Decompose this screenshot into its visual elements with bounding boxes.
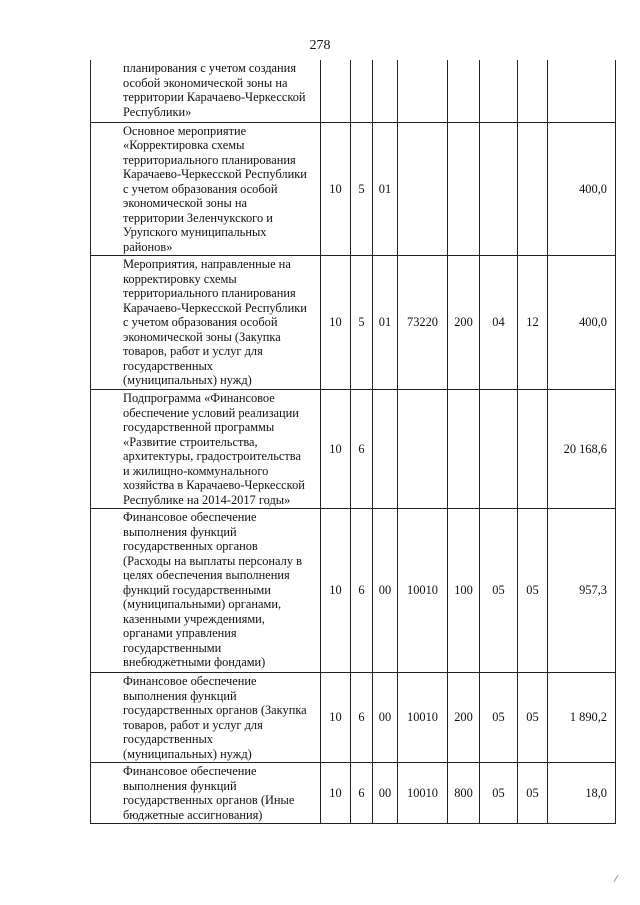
cell-sum: 957,3 bbox=[548, 509, 616, 673]
cell-sum bbox=[548, 60, 616, 122]
row-description: Финансовое обеспечение выполнения функций государственных органов (Расходы на выплаты персоналу в целях обеспечения выполнения функций государственными (муниципальными) органами, казенными учреждениями, органами управления государственными внебюджетными фондами) bbox=[91, 509, 321, 673]
cell-c5 bbox=[448, 122, 480, 256]
cell-sum: 20 168,6 bbox=[548, 390, 616, 509]
cell-sum: 400,0 bbox=[548, 122, 616, 256]
table-row bbox=[91, 122, 616, 256]
cell-c7 bbox=[518, 122, 548, 256]
cell-c7 bbox=[518, 60, 548, 122]
scan-mark bbox=[614, 875, 619, 882]
cell-c5: 800 bbox=[448, 763, 480, 824]
cell-c1: 10 bbox=[321, 256, 351, 390]
cell-c4: 10010 bbox=[398, 763, 448, 824]
cell-sum: 1 890,2 bbox=[548, 673, 616, 763]
table-row bbox=[91, 390, 616, 509]
cell-c2 bbox=[351, 60, 373, 122]
cell-c5 bbox=[448, 390, 480, 509]
row-description: планирования с учетом создания особой экономической зоны на территории Карачаево-Черкесской Республики» bbox=[91, 60, 321, 122]
cell-c6: 05 bbox=[480, 673, 518, 763]
cell-c6 bbox=[480, 122, 518, 256]
cell-c3 bbox=[373, 390, 398, 509]
cell-c6 bbox=[480, 390, 518, 509]
table-row bbox=[91, 256, 616, 390]
cell-c5: 200 bbox=[448, 673, 480, 763]
cell-c2: 6 bbox=[351, 509, 373, 673]
row-description: Подпрограмма «Финансовое обеспечение условий реализации государственной программы «Развитие строительства, архитектуры, градостроительства и жилищно-коммунального хозяйства в Карачаево-Черкесской Республике на 2014-2017 годы» bbox=[91, 390, 321, 509]
cell-c7: 05 bbox=[518, 509, 548, 673]
cell-c3 bbox=[373, 60, 398, 122]
cell-c7 bbox=[518, 390, 548, 509]
cell-c4 bbox=[398, 122, 448, 256]
cell-c4 bbox=[398, 390, 448, 509]
cell-c5: 100 bbox=[448, 509, 480, 673]
cell-c5 bbox=[448, 60, 480, 122]
cell-c4: 10010 bbox=[398, 673, 448, 763]
table-row bbox=[91, 673, 616, 763]
cell-c2: 6 bbox=[351, 673, 373, 763]
table-row bbox=[91, 763, 616, 824]
cell-c3: 00 bbox=[373, 509, 398, 673]
cell-c2: 5 bbox=[351, 256, 373, 390]
cell-c4: 73220 bbox=[398, 256, 448, 390]
cell-sum: 18,0 bbox=[548, 763, 616, 824]
cell-c1: 10 bbox=[321, 763, 351, 824]
cell-c6 bbox=[480, 60, 518, 122]
page-number: 278 bbox=[309, 38, 331, 53]
row-description: Финансовое обеспечение выполнения функций государственных органов (Закупка товаров, работ и услуг для государственных (муниципальных) нужд) bbox=[91, 673, 321, 763]
cell-c3: 01 bbox=[373, 122, 398, 256]
cell-c4 bbox=[398, 60, 448, 122]
cell-c2: 6 bbox=[351, 763, 373, 824]
cell-c3: 00 bbox=[373, 763, 398, 824]
cell-c3: 01 bbox=[373, 256, 398, 390]
cell-c1: 10 bbox=[321, 122, 351, 256]
cell-c4: 10010 bbox=[398, 509, 448, 673]
cell-c1: 10 bbox=[321, 390, 351, 509]
cell-c7: 05 bbox=[518, 673, 548, 763]
cell-c1 bbox=[321, 60, 351, 122]
cell-c7: 12 bbox=[518, 256, 548, 390]
cell-c6: 05 bbox=[480, 763, 518, 824]
cell-c2: 5 bbox=[351, 122, 373, 256]
cell-c1: 10 bbox=[321, 509, 351, 673]
row-description: Финансовое обеспечение выполнения функций государственных органов (Иные бюджетные ассигнования) bbox=[91, 763, 321, 824]
cell-c7: 05 bbox=[518, 763, 548, 824]
table-row bbox=[91, 60, 616, 122]
cell-sum: 400,0 bbox=[548, 256, 616, 390]
row-description: Основное мероприятие «Корректировка схемы территориального планирования Карачаево-Черкесской Республики с учетом образования особой экономической зоны на территории Зеленчукского и Урупского муниципальных районов» bbox=[91, 122, 321, 256]
cell-c3: 00 bbox=[373, 673, 398, 763]
table-row bbox=[91, 509, 616, 673]
cell-c6: 04 bbox=[480, 256, 518, 390]
cell-c2: 6 bbox=[351, 390, 373, 509]
cell-c6: 05 bbox=[480, 509, 518, 673]
cell-c5: 200 bbox=[448, 256, 480, 390]
budget-table bbox=[90, 60, 616, 824]
row-description: Мероприятия, направленные на корректировку схемы территориального планирования Карачаево-Черкесской Республики с учетом образования особой экономической зоны (Закупка товаров, работ и услуг для государственных (муниципальных) нужд) bbox=[91, 256, 321, 390]
cell-c1: 10 bbox=[321, 673, 351, 763]
